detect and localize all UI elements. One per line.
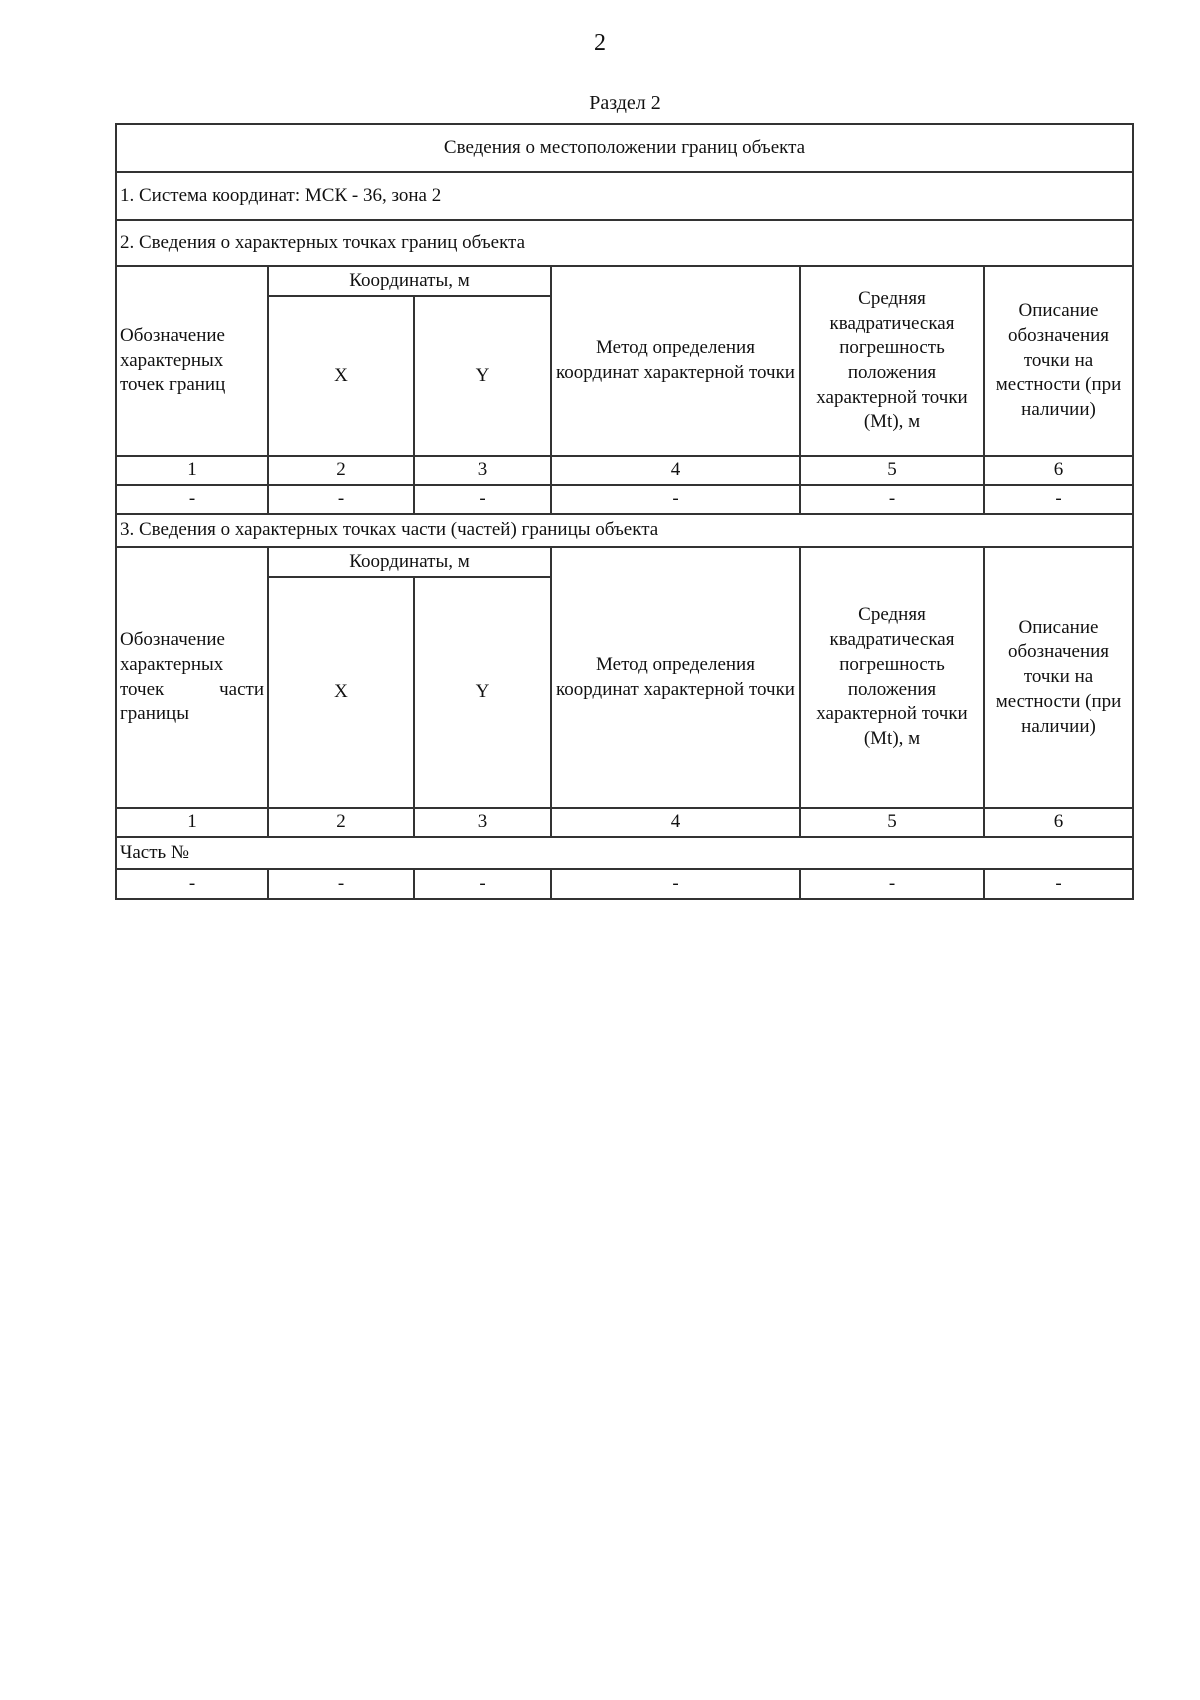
column-number: 3 <box>414 456 551 485</box>
column-number: 6 <box>984 808 1133 837</box>
section2-col-y: Y <box>414 296 551 456</box>
section2-heading-row <box>116 220 1133 266</box>
section2-col-x: X <box>268 296 414 456</box>
table-cell: - <box>551 485 800 514</box>
table-title-row <box>116 124 1133 172</box>
section2-header-row <box>116 266 1133 296</box>
section2-col-designation: Обозначение характерных точек границ <box>116 266 268 456</box>
table-cell: - <box>551 869 800 899</box>
section-label: Раздел 2 <box>589 92 661 114</box>
column-number: 4 <box>551 456 800 485</box>
table-cell: - <box>116 869 268 899</box>
table-cell: - <box>984 485 1133 514</box>
section2-heading: 2. Сведения о характерных точках границ объекта <box>116 220 1133 266</box>
column-number: 1 <box>116 808 268 837</box>
column-number: 5 <box>800 456 984 485</box>
section3-col-description: Описание обозначения точки на местности (при наличии) <box>984 547 1133 808</box>
section3-heading-row <box>116 514 1133 547</box>
section3-column-numbers-row <box>116 808 1133 837</box>
table-cell: - <box>116 485 268 514</box>
table-cell: - <box>414 485 551 514</box>
section3-col-designation: Обозначение характерных точек части границы <box>116 547 268 808</box>
section2-col-error: Средняя квадратическая погрешность положения характерной точки (Mt), м <box>800 266 984 456</box>
section2-column-numbers-row <box>116 456 1133 485</box>
table-cell: - <box>984 869 1133 899</box>
section3-col-x: X <box>268 577 414 808</box>
section3-col-coordinates: Координаты, м <box>268 547 551 577</box>
coordinate-system: 1. Система координат: МСК - 36, зона 2 <box>116 172 1133 220</box>
column-number: 2 <box>268 456 414 485</box>
table-cell: - <box>414 869 551 899</box>
part-label: Часть № <box>116 837 1133 869</box>
section3-col-method: Метод определения координат характерной точки <box>551 547 800 808</box>
section2-col-description: Описание обозначения точки на местности (при наличии) <box>984 266 1133 456</box>
coordinate-system-row <box>116 172 1133 220</box>
boundaries-table <box>115 123 1134 900</box>
column-number: 5 <box>800 808 984 837</box>
table-row <box>116 869 1133 899</box>
column-number: 6 <box>984 456 1133 485</box>
section3-col-error: Средняя квадратическая погрешность положения характерной точки (Mt), м <box>800 547 984 808</box>
table-title: Сведения о местоположении границ объекта <box>116 124 1133 172</box>
table-row <box>116 485 1133 514</box>
column-number: 1 <box>116 456 268 485</box>
part-row <box>116 837 1133 869</box>
table-cell: - <box>268 869 414 899</box>
column-number: 3 <box>414 808 551 837</box>
section3-header-row <box>116 547 1133 577</box>
table-cell: - <box>800 485 984 514</box>
section3-heading: 3. Сведения о характерных точках части (частей) границы объекта <box>116 514 1133 547</box>
column-number: 2 <box>268 808 414 837</box>
page-number: 2 <box>594 30 606 56</box>
table-cell: - <box>800 869 984 899</box>
section2-col-coordinates: Координаты, м <box>268 266 551 296</box>
section3-col-y: Y <box>414 577 551 808</box>
section2-col-method: Метод определения координат характерной точки <box>551 266 800 456</box>
table-cell: - <box>268 485 414 514</box>
column-number: 4 <box>551 808 800 837</box>
